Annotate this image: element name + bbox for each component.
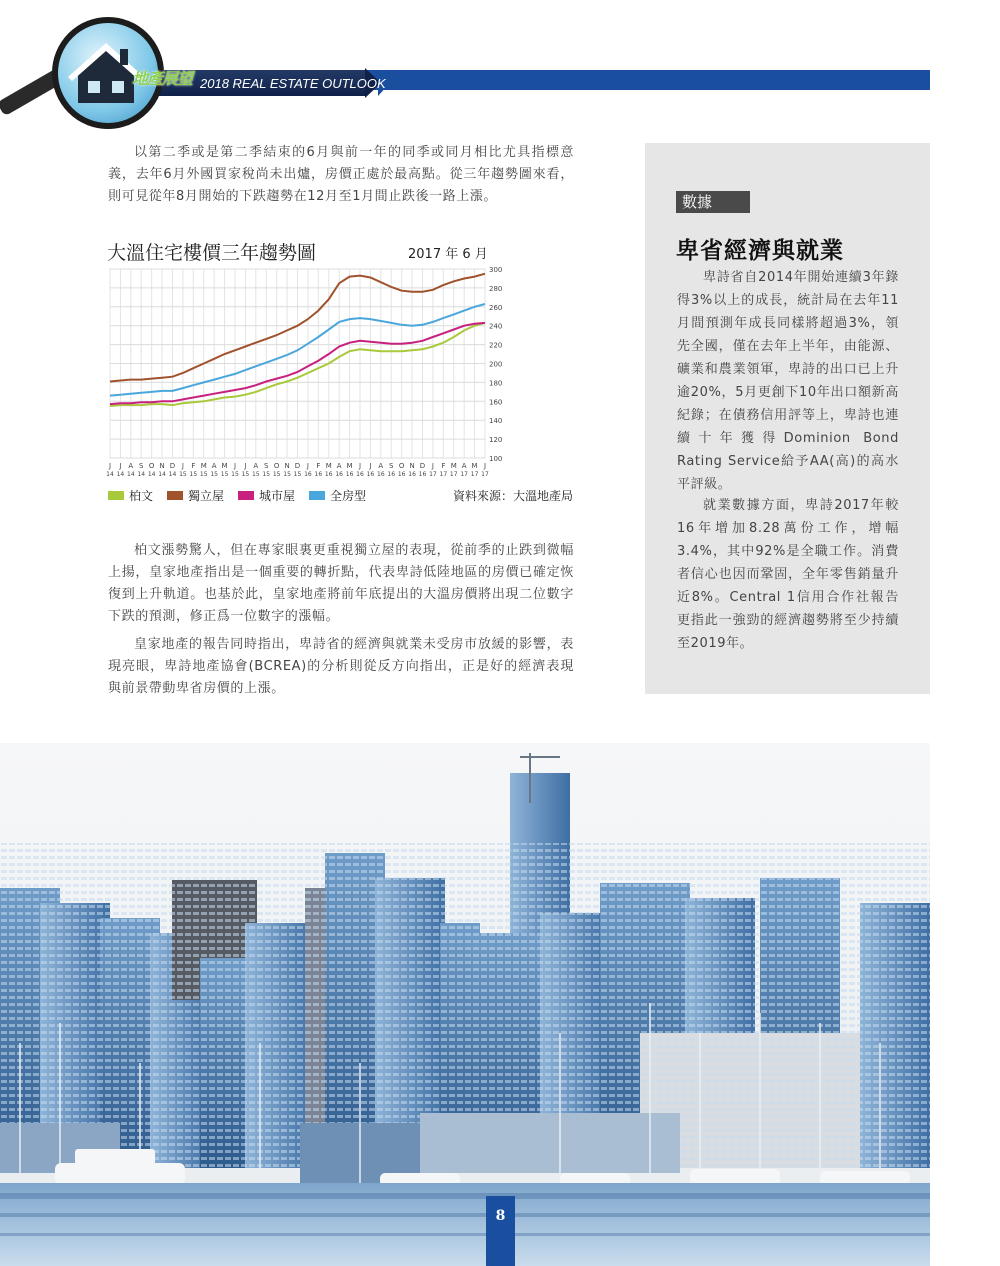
x-tick-year: 15	[220, 471, 229, 478]
x-tick-year: 15	[189, 471, 198, 478]
x-tick-month: O	[148, 462, 155, 470]
x-tick-year: 14	[127, 471, 135, 478]
x-tick-month: M	[471, 462, 478, 470]
y-tick-label: 160	[489, 398, 503, 407]
x-tick-month: J	[358, 462, 362, 470]
body-paragraph-1: 柏文漲勢驚人，但在專家眼裏更重視獨立屋的表現，從前季的止跌到微幅上揚，皇家地產指出是一個重要的轉折點，代表卑詩低陸地區的房價已確定恢復到上升軌道。也基於此，皇家地產將前年底提出的大溫房價將出現二位數字下跌的預測，修正爲一位數字的漲幅。	[108, 543, 574, 624]
x-tick-year: 16	[418, 471, 427, 478]
y-tick-label: 140	[489, 417, 503, 426]
x-tick-month: J	[233, 462, 237, 470]
x-tick-year: 16	[314, 471, 323, 478]
y-tick-label: 120	[489, 436, 503, 445]
x-tick-month: O	[273, 462, 280, 470]
x-tick-year: 15	[210, 471, 218, 478]
x-tick-month: S	[139, 462, 144, 470]
sidebar-paragraph-1: 卑詩省自2014年開始連續3年錄得3%以上的成長，統計局在去年11月間預測年成長同樣將超過3%，領先全國，僅在去年上半年，由能源、礦業和農業領軍，卑詩的出口已上升逾20%，5月更創下10年出口額新高紀錄；在債務信用評等上，卑詩也連續十年獲得Dominion Bond Rating Service給予AA(高)的高水平評級。	[677, 270, 899, 492]
x-tick-year: 16	[366, 471, 375, 478]
intro-paragraph: 以第二季或是第二季結束的6月與前一年的同季或同月相比尤具指標意義，去年6月外國買家稅尚未出爐，房價正處於最高點。從三年趨勢圖來看，則可見從年8月開始的下跌趨勢在12月至1月間止跌後一路上漲。	[108, 145, 574, 204]
x-tick-year: 17	[429, 471, 437, 478]
x-tick-year: 14	[158, 471, 166, 478]
x-tick-year: 15	[241, 471, 250, 478]
x-tick-month: A	[336, 462, 342, 470]
legend-label: 獨立屋	[188, 489, 225, 503]
x-tick-month: J	[306, 462, 309, 470]
x-tick-month: D	[419, 462, 426, 470]
x-tick-month: A	[378, 462, 384, 470]
y-tick-label: 280	[489, 284, 503, 293]
x-tick-month: F	[191, 462, 196, 470]
chart-source: 資料來源：大溫地產局	[453, 489, 574, 503]
x-tick-month: M	[221, 462, 228, 470]
legend-swatch	[108, 491, 124, 500]
x-tick-month: N	[159, 462, 165, 470]
legend-item	[108, 487, 153, 504]
x-tick-month: N	[284, 462, 290, 470]
x-tick-year: 14	[106, 471, 114, 478]
x-tick-year: 14	[137, 471, 146, 478]
chart-title: 大溫住宅樓價三年趨勢圖	[107, 242, 317, 264]
y-tick-label: 260	[489, 303, 503, 312]
legend-item	[238, 487, 295, 504]
x-tick-month: F	[316, 462, 321, 470]
x-tick-year: 14	[168, 471, 177, 478]
legend-item	[167, 487, 224, 504]
x-tick-year: 15	[272, 471, 281, 478]
x-tick-year: 17	[470, 471, 479, 478]
legend-swatch	[309, 491, 325, 500]
x-tick-year: 16	[387, 471, 396, 478]
x-tick-year: 17	[481, 471, 489, 478]
x-tick-month: J	[181, 462, 184, 470]
x-tick-year: 16	[335, 471, 343, 478]
y-tick-label: 180	[489, 379, 503, 388]
x-tick-month: J	[369, 462, 372, 470]
legend-label: 城市屋	[259, 489, 296, 503]
x-tick-year: 17	[449, 471, 458, 478]
y-tick-label: 240	[489, 322, 503, 331]
x-tick-month: S	[389, 462, 394, 470]
x-tick-year: 17	[439, 471, 448, 478]
x-tick-year: 15	[252, 471, 260, 478]
x-tick-month: A	[461, 462, 467, 470]
x-tick-year: 15	[262, 471, 271, 478]
x-tick-month: D	[294, 462, 301, 470]
x-tick-year: 14	[116, 471, 125, 478]
x-tick-month: S	[264, 462, 269, 470]
legend-label: 全房型	[330, 489, 367, 503]
header-title: 地產展望	[132, 69, 193, 88]
x-tick-month: M	[325, 462, 332, 470]
legend-label: 柏文	[129, 489, 154, 503]
x-tick-year: 16	[377, 471, 385, 478]
city-skyline-photo	[0, 743, 930, 1266]
x-tick-month: O	[398, 462, 405, 470]
sidebar-title: 卑省經濟與就業	[676, 237, 844, 264]
x-tick-year: 14	[147, 471, 156, 478]
x-tick-month: J	[431, 462, 434, 470]
x-tick-month: M	[450, 462, 457, 470]
x-tick-year: 15	[199, 471, 208, 478]
x-tick-year: 16	[356, 471, 364, 478]
chart-legend	[108, 487, 366, 504]
x-tick-month: N	[409, 462, 415, 470]
x-tick-year: 16	[304, 471, 312, 478]
x-tick-month: J	[108, 462, 112, 470]
legend-swatch	[167, 491, 183, 500]
chart-date: 2017 年 6 月	[408, 247, 488, 262]
x-tick-month: A	[128, 462, 134, 470]
x-tick-month: D	[169, 462, 176, 470]
page-number: 8	[486, 1196, 515, 1266]
y-tick-label: 200	[489, 360, 503, 369]
sidebar-tag: 數據	[676, 191, 750, 213]
header-subtitle: 2018 REAL ESTATE OUTLOOK	[200, 76, 386, 91]
price-trend-chart	[100, 260, 520, 482]
y-tick-label: 100	[489, 455, 503, 463]
x-tick-year: 15	[293, 471, 302, 478]
x-tick-month: J	[119, 462, 122, 470]
x-tick-year: 15	[231, 471, 239, 478]
body-paragraph-2: 皇家地產的報告同時指出，卑詩省的經濟與就業未受房市放緩的影響，表現亮眼，卑詩地產協會(BCREA)的分析則從反方向指出，正是好的經濟表現與前景帶動卑省房價的上漲。	[108, 637, 574, 696]
x-tick-month: F	[441, 462, 446, 470]
sidebar-paragraph-2: 就業數據方面，卑詩2017年較16年增加8.28萬份工作，增幅3.4%，其中92%是全職工作。消費者信心也因而鞏固，全年零售銷量升近8%。Central 1信用合作社報告更指此一強勁的經濟趨勢將至少持續至2019年。	[677, 498, 899, 651]
x-tick-year: 16	[345, 471, 354, 478]
legend-swatch	[238, 491, 254, 500]
y-tick-label: 220	[489, 341, 503, 350]
x-tick-month: J	[483, 462, 487, 470]
x-tick-month: J	[244, 462, 247, 470]
x-tick-year: 17	[460, 471, 468, 478]
x-tick-year: 16	[397, 471, 406, 478]
x-tick-year: 15	[179, 471, 187, 478]
x-tick-year: 16	[324, 471, 333, 478]
x-tick-month: M	[346, 462, 353, 470]
x-tick-year: 15	[283, 471, 291, 478]
x-tick-month: A	[211, 462, 217, 470]
x-tick-month: M	[200, 462, 207, 470]
x-tick-year: 16	[408, 471, 416, 478]
legend-item	[309, 487, 366, 504]
header-bar	[360, 70, 930, 90]
y-tick-label: 300	[489, 266, 503, 274]
x-tick-month: A	[253, 462, 259, 470]
